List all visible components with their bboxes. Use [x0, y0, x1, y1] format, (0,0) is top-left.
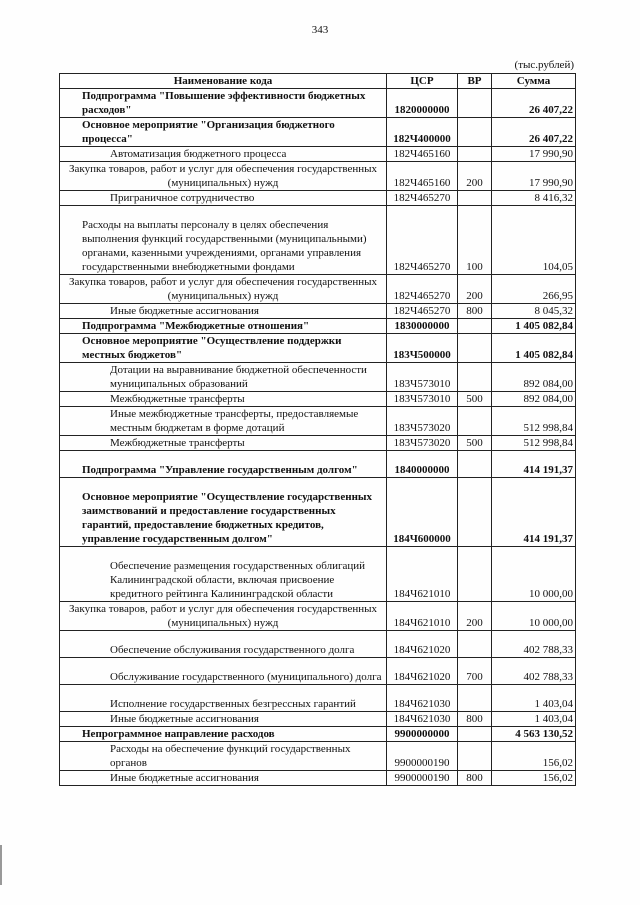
row-sum: 1 403,04	[492, 712, 576, 727]
row-name: Иные межбюджетные трансферты, предоставляемые местным бюджетам в форме дотаций	[60, 407, 387, 436]
row-sum: 402 788,33	[492, 631, 576, 658]
header-vr: ВР	[458, 74, 492, 89]
row-name: Иные бюджетные ассигнования	[60, 712, 387, 727]
row-vr: 200	[458, 602, 492, 631]
row-name: Основное мероприятие "Осуществление государственных заимствований и предоставление государственных гарантий, предоставление бюджетных кредитов, управление государственным долгом"	[60, 478, 387, 547]
row-sum: 892 084,00	[492, 392, 576, 407]
row-name: Межбюджетные трансферты	[60, 392, 387, 407]
header-name: Наименование кода	[60, 74, 387, 89]
row-vr: 700	[458, 658, 492, 685]
row-name: Основное мероприятие "Осуществление поддержки местных бюджетов"	[60, 334, 387, 363]
table-row	[60, 162, 576, 191]
row-csr: 184Ч621010	[387, 602, 458, 631]
row-sum: 892 084,00	[492, 363, 576, 392]
row-name: Исполнение государственных безгрессных гарантий	[60, 685, 387, 712]
row-sum: 512 998,84	[492, 436, 576, 451]
row-vr	[458, 363, 492, 392]
row-name: Иные бюджетные ассигнования	[60, 771, 387, 786]
row-csr: 184Ч621030	[387, 685, 458, 712]
row-sum: 26 407,22	[492, 89, 576, 118]
table-row	[60, 712, 576, 727]
row-vr	[458, 118, 492, 147]
row-sum: 17 990,90	[492, 162, 576, 191]
row-csr: 182Ч465270	[387, 304, 458, 319]
row-csr: 182Ч465160	[387, 162, 458, 191]
row-csr: 9900000000	[387, 727, 458, 742]
row-name: Непрограммное направление расходов	[60, 727, 387, 742]
row-csr: 182Ч465270	[387, 191, 458, 206]
row-sum: 402 788,33	[492, 658, 576, 685]
row-vr: 500	[458, 436, 492, 451]
row-csr: 184Ч621020	[387, 658, 458, 685]
row-vr	[458, 685, 492, 712]
row-vr: 500	[458, 392, 492, 407]
row-sum: 10 000,00	[492, 547, 576, 602]
row-sum: 1 405 082,84	[492, 334, 576, 363]
table-row	[60, 742, 576, 771]
row-sum: 8 416,32	[492, 191, 576, 206]
row-sum: 104,05	[492, 206, 576, 275]
table-row	[60, 363, 576, 392]
table-row	[60, 304, 576, 319]
row-vr	[458, 147, 492, 162]
row-csr: 1830000000	[387, 319, 458, 334]
header-csr: ЦСР	[387, 74, 458, 89]
row-vr	[458, 334, 492, 363]
row-csr: 184Ч621020	[387, 631, 458, 658]
row-name: Обеспечение обслуживания государственного долга	[60, 631, 387, 658]
row-name: Расходы на выплаты персоналу в целях обеспечения выполнения функций государственными (муниципальными) органами, казенными учреждениями, органами управления государственными внебюджетными фондами	[60, 206, 387, 275]
row-vr	[458, 451, 492, 478]
table-row	[60, 147, 576, 162]
table-row	[60, 89, 576, 118]
page-number: 343	[311, 24, 329, 36]
row-csr: 183Ч573020	[387, 407, 458, 436]
row-sum: 1 405 082,84	[492, 319, 576, 334]
row-csr: 182Ч465270	[387, 206, 458, 275]
row-csr: 182Ч465160	[387, 147, 458, 162]
row-csr: 184Ч600000	[387, 478, 458, 547]
row-name: Межбюджетные трансферты	[60, 436, 387, 451]
table-row	[60, 727, 576, 742]
row-name: Иные бюджетные ассигнования	[60, 304, 387, 319]
table-row	[60, 547, 576, 602]
row-csr: 184Ч621030	[387, 712, 458, 727]
table-row	[60, 658, 576, 685]
row-sum: 1 403,04	[492, 685, 576, 712]
row-csr: 183Ч573010	[387, 392, 458, 407]
row-name: Закупка товаров, работ и услуг для обеспечения государственных (муниципальных) нужд	[60, 162, 387, 191]
row-vr: 200	[458, 275, 492, 304]
row-name: Расходы на обеспечение функций государственных органов	[60, 742, 387, 771]
row-name: Подпрограмма "Межбюджетные отношения"	[60, 319, 387, 334]
budget-table	[59, 73, 576, 786]
table-row	[60, 319, 576, 334]
row-name: Подпрограмма "Повышение эффективности бюджетных расходов"	[60, 89, 387, 118]
row-sum: 156,02	[492, 742, 576, 771]
row-csr: 9900000190	[387, 742, 458, 771]
row-csr: 9900000190	[387, 771, 458, 786]
row-vr	[458, 478, 492, 547]
row-sum: 414 191,37	[492, 478, 576, 547]
row-csr: 183Ч573010	[387, 363, 458, 392]
table-row	[60, 631, 576, 658]
row-csr: 183Ч500000	[387, 334, 458, 363]
row-name: Подпрограмма "Управление государственным долгом"	[60, 451, 387, 478]
row-name: Обслуживание государственного (муниципального) долга	[60, 658, 387, 685]
row-csr: 183Ч573020	[387, 436, 458, 451]
table-row	[60, 407, 576, 436]
scan-edge-mark	[0, 845, 2, 885]
table-row	[60, 685, 576, 712]
row-csr: 182Ч400000	[387, 118, 458, 147]
row-vr: 100	[458, 206, 492, 275]
table-row	[60, 206, 576, 275]
row-vr: 200	[458, 162, 492, 191]
row-vr	[458, 547, 492, 602]
row-csr: 1840000000	[387, 451, 458, 478]
row-sum: 8 045,32	[492, 304, 576, 319]
row-csr: 182Ч465270	[387, 275, 458, 304]
row-vr	[458, 89, 492, 118]
row-name: Закупка товаров, работ и услуг для обеспечения государственных (муниципальных) нужд	[60, 275, 387, 304]
table-header-row	[60, 74, 576, 89]
table-row	[60, 602, 576, 631]
row-vr	[458, 727, 492, 742]
row-vr	[458, 407, 492, 436]
row-sum: 26 407,22	[492, 118, 576, 147]
row-name: Дотации на выравнивание бюджетной обеспеченности муниципальных образований	[60, 363, 387, 392]
row-name: Обеспечение размещения государственных облигаций Калининградской области, включая присвоение кредитного рейтинга Калининградской области	[60, 547, 387, 602]
row-sum: 266,95	[492, 275, 576, 304]
table-row	[60, 436, 576, 451]
row-name: Приграничное сотрудничество	[60, 191, 387, 206]
units-label: (тыс.рублей)	[514, 59, 574, 71]
table-row	[60, 118, 576, 147]
row-name: Автоматизация бюджетного процесса	[60, 147, 387, 162]
row-sum: 17 990,90	[492, 147, 576, 162]
row-sum: 414 191,37	[492, 451, 576, 478]
row-vr	[458, 191, 492, 206]
row-vr: 800	[458, 771, 492, 786]
row-vr: 800	[458, 304, 492, 319]
table-row	[60, 334, 576, 363]
row-sum: 4 563 130,52	[492, 727, 576, 742]
table-row	[60, 392, 576, 407]
row-vr: 800	[458, 712, 492, 727]
row-sum: 10 000,00	[492, 602, 576, 631]
header-sum: Сумма	[492, 74, 576, 89]
table-row	[60, 771, 576, 786]
row-sum: 156,02	[492, 771, 576, 786]
row-csr: 184Ч621010	[387, 547, 458, 602]
table-row	[60, 451, 576, 478]
row-name: Закупка товаров, работ и услуг для обеспечения государственных (муниципальных) нужд	[60, 602, 387, 631]
table-row	[60, 275, 576, 304]
row-vr	[458, 319, 492, 334]
row-vr	[458, 742, 492, 771]
row-csr: 1820000000	[387, 89, 458, 118]
row-name: Основное мероприятие "Организация бюджетного процесса"	[60, 118, 387, 147]
row-vr	[458, 631, 492, 658]
row-sum: 512 998,84	[492, 407, 576, 436]
table-row	[60, 478, 576, 547]
table-row	[60, 191, 576, 206]
